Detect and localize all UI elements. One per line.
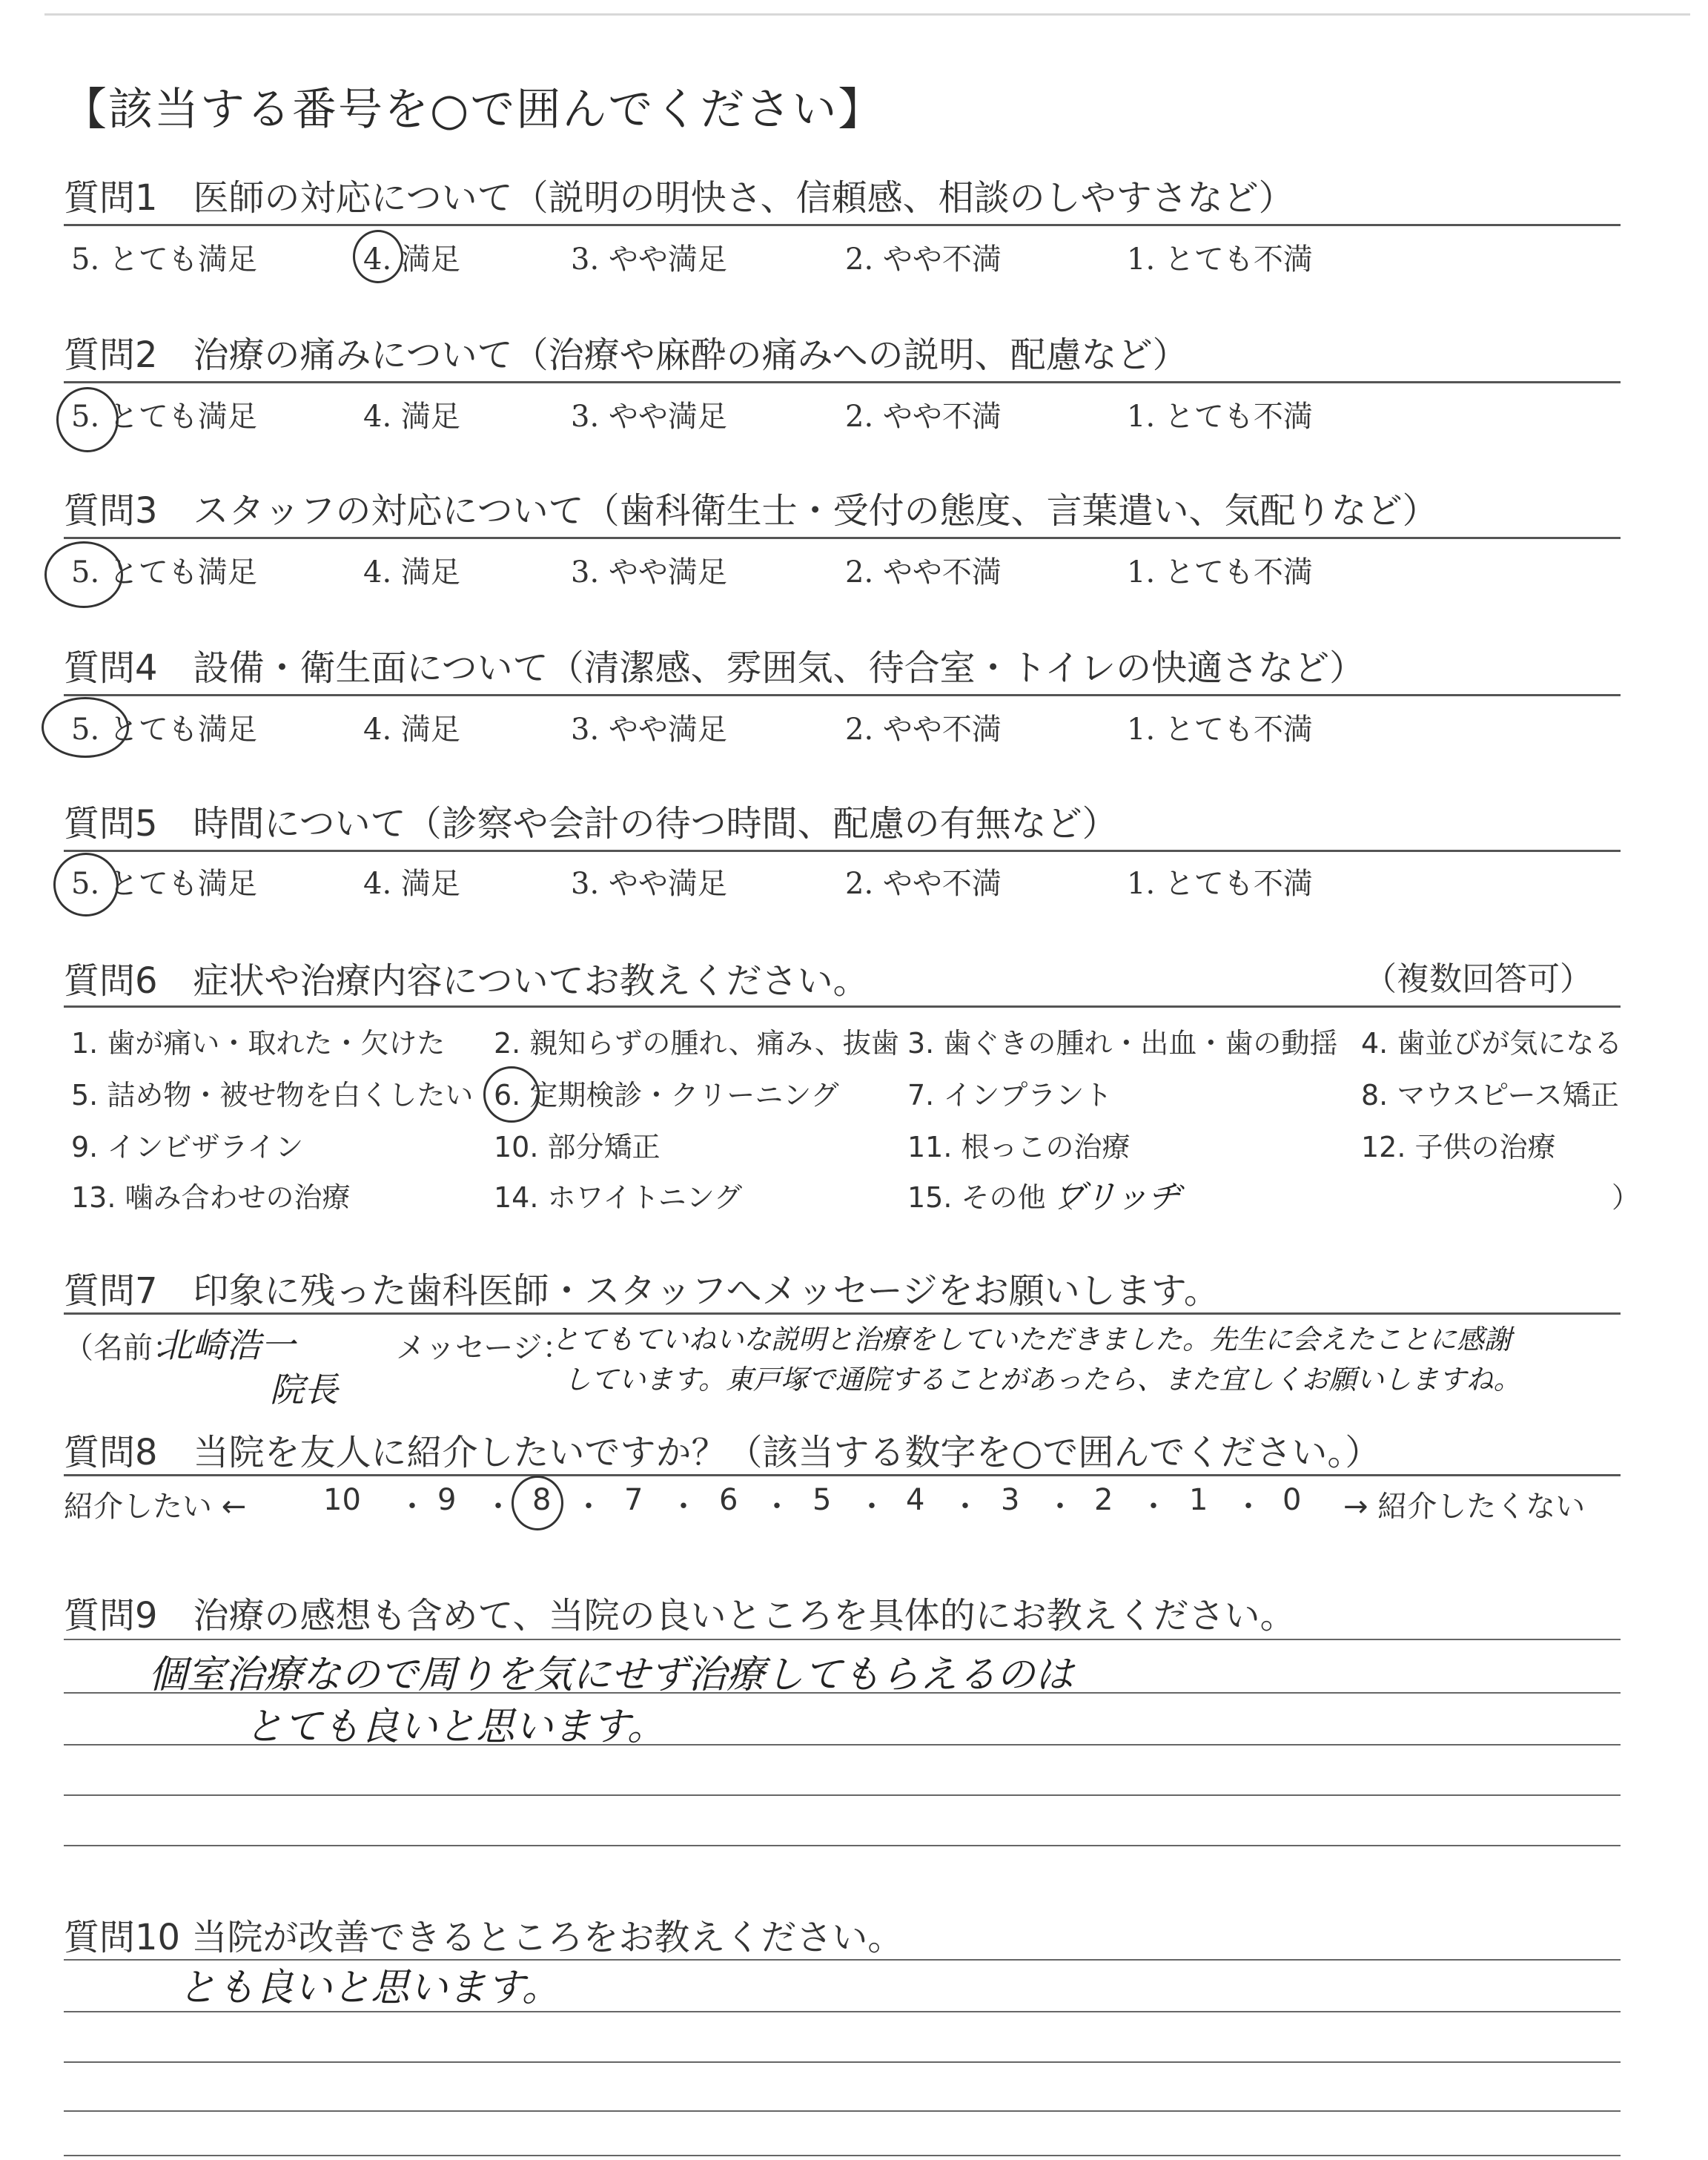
- q7-message-label: メッセージ：: [396, 1331, 572, 1365]
- q3-option-2[interactable]: 2. やや不満: [845, 555, 1002, 589]
- q7-message-line1: とてもていねいな説明と治療をしていただきました。先生に会えたことに感謝: [552, 1324, 1512, 1355]
- q4-title: 質問4 設備・衛生面について（清潔感、雰囲気、待合室・トイレの快適さなど）: [64, 647, 1366, 689]
- q2-option-4[interactable]: 4. 満足: [363, 400, 460, 434]
- q5-option-5[interactable]: 5. とても満足: [71, 867, 257, 901]
- q6-option-2[interactable]: 2. 親知らずの腫れ、痛み、抜歯: [494, 1027, 899, 1060]
- q1-option-2[interactable]: 2. やや不満: [845, 242, 1002, 277]
- q5-title: 質問5 時間について（診察や会計の待つ時間、配慮の有無など）: [64, 803, 1118, 845]
- q6-multi-answer-note: （複数回答可）: [1364, 960, 1592, 998]
- q5-selected-circle: [53, 853, 119, 916]
- q4-option-3[interactable]: 3. やや満足: [571, 713, 727, 747]
- q8-option-9[interactable]: 9: [437, 1483, 457, 1517]
- q8-rule: [64, 1474, 1621, 1476]
- q8-left-label: 紹介したい ←: [64, 1490, 247, 1524]
- q8-option-3[interactable]: 3: [1001, 1483, 1020, 1517]
- q2-option-1[interactable]: 1. とても不満: [1127, 400, 1313, 434]
- q8-dot: ・: [483, 1490, 513, 1524]
- q10-title: 質問10 当院が改善できるところをお教えください。: [64, 1917, 904, 1958]
- q10-line: [64, 2110, 1621, 2112]
- q7-message-line2: しています。東戸塚で通院することがあったら、また宜しくお願いしますね。: [563, 1364, 1521, 1396]
- q8-dot: ・: [397, 1490, 427, 1524]
- q6-other-close-paren: ）: [1612, 1181, 1641, 1214]
- q3-option-5[interactable]: 5. とても満足: [71, 555, 257, 589]
- q8-option-7[interactable]: 7: [624, 1483, 643, 1517]
- q6-option-10[interactable]: 10. 部分矯正: [494, 1131, 661, 1163]
- q6-option-5[interactable]: 5. 詰め物・被せ物を白くしたい: [71, 1079, 474, 1112]
- q8-dot: ・: [857, 1490, 887, 1524]
- q8-option-5[interactable]: 5: [812, 1483, 832, 1517]
- q2-option-3[interactable]: 3. やや満足: [571, 400, 727, 434]
- q6-selected-circle: [483, 1066, 540, 1123]
- q10-line: [64, 2155, 1621, 2156]
- q4-rule: [64, 694, 1621, 696]
- q3-option-3[interactable]: 3. やや満足: [571, 555, 727, 589]
- q8-dot: ・: [669, 1490, 698, 1524]
- q6-option-11[interactable]: 11. 根っこの治療: [907, 1131, 1131, 1163]
- q9-title: 質問9 治療の感想も含めて、当院の良いところを具体的にお教えください。: [64, 1595, 1296, 1636]
- q7-rule: [64, 1312, 1621, 1315]
- q9-line: [64, 1692, 1621, 1694]
- q6-title: 質問6 症状や治療内容についてお教えください。: [64, 960, 869, 1002]
- q9-line: [64, 1744, 1621, 1745]
- q4-option-1[interactable]: 1. とても不満: [1127, 713, 1313, 747]
- q6-option-3[interactable]: 3. 歯ぐきの腫れ・出血・歯の動揺: [907, 1027, 1338, 1060]
- q8-selected-circle: [512, 1476, 563, 1530]
- q6-option-6[interactable]: 6. 定期検診・クリーニング: [494, 1079, 839, 1112]
- q8-right-label: → 紹介したくない: [1343, 1490, 1586, 1524]
- q9-answer-line1: 個室治療なので周りを気にせず治療してもらえるのは: [148, 1653, 1074, 1697]
- q1-option-5[interactable]: 5. とても満足: [71, 242, 257, 277]
- q8-dot: ・: [574, 1490, 603, 1524]
- q4-selected-circle: [42, 697, 129, 758]
- q3-option-1[interactable]: 1. とても不満: [1127, 555, 1313, 589]
- q3-option-4[interactable]: 4. 満足: [363, 555, 460, 589]
- q5-rule: [64, 850, 1621, 852]
- q9-line: [64, 1794, 1621, 1796]
- q1-title: 質問1 医師の対応について（説明の明快さ、信頼感、相談のしやすさなど）: [64, 177, 1294, 219]
- q5-option-4[interactable]: 4. 満足: [363, 867, 460, 901]
- q6-option-1[interactable]: 1. 歯が痛い・取れた・欠けた: [71, 1027, 446, 1060]
- q9-line: [64, 1639, 1621, 1640]
- q6-option-4[interactable]: 4. 歯並びが気になる: [1361, 1027, 1623, 1060]
- q10-line: [64, 2061, 1621, 2063]
- q6-rule: [64, 1005, 1621, 1008]
- q9-line: [64, 1845, 1621, 1846]
- q6-option-9[interactable]: 9. インビザライン: [71, 1131, 304, 1163]
- q8-option-0[interactable]: 0: [1282, 1483, 1302, 1517]
- q2-title: 質問2 治療の痛みについて（治療や麻酔の痛みへの説明、配慮など）: [64, 334, 1188, 376]
- q2-selected-circle: [56, 387, 119, 452]
- q6-option-12[interactable]: 12. 子供の治療: [1361, 1131, 1556, 1163]
- q8-title: 質問8 当院を友人に紹介したいですか？（該当する数字を○で囲んでください。）: [64, 1432, 1381, 1473]
- q3-title: 質問3 スタッフの対応について（歯科衛生士・受付の態度、言葉遣い、気配りなど）: [64, 490, 1438, 532]
- q3-rule: [64, 537, 1621, 539]
- q6-option-7[interactable]: 7. インプラント: [907, 1079, 1113, 1112]
- q4-option-4[interactable]: 4. 満足: [363, 713, 460, 747]
- q6-option-14[interactable]: 14. ホワイトニング: [494, 1181, 743, 1214]
- q4-option-5[interactable]: 5. とても満足: [71, 713, 257, 747]
- q2-option-5[interactable]: 5. とても満足: [71, 400, 257, 434]
- q9-answer-line2: とても良いと思います。: [245, 1705, 666, 1749]
- q7-name-value: 北崎浩一: [159, 1325, 295, 1365]
- q8-option-1[interactable]: 1: [1189, 1483, 1208, 1517]
- q10-line: [64, 2011, 1621, 2012]
- q6-option-8[interactable]: 8. マウスピース矯正: [1361, 1079, 1619, 1112]
- form-instruction: 【該当する番号を○で囲んでください】: [62, 84, 884, 136]
- q5-option-3[interactable]: 3. やや満足: [571, 867, 727, 901]
- q1-option-3[interactable]: 3. やや満足: [571, 242, 727, 277]
- q8-dot: ・: [950, 1490, 980, 1524]
- q1-selected-circle: [353, 230, 403, 283]
- q1-option-4[interactable]: 4. 満足: [363, 242, 460, 277]
- q8-dot: ・: [1045, 1490, 1075, 1524]
- top-border: [44, 13, 1690, 16]
- q7-name-title: 院長: [270, 1370, 338, 1410]
- q8-option-8[interactable]: 8: [532, 1483, 552, 1517]
- q10-answer-line1: とも良いと思います。: [178, 1966, 560, 2010]
- q8-dot: ・: [1234, 1490, 1263, 1524]
- q8-dot: ・: [762, 1490, 792, 1524]
- q8-option-4[interactable]: 4: [906, 1483, 925, 1517]
- q8-option-2[interactable]: 2: [1094, 1483, 1113, 1517]
- q8-dot: ・: [1139, 1490, 1168, 1524]
- q3-selected-circle: [44, 541, 123, 608]
- q4-option-2[interactable]: 2. やや不満: [845, 713, 1002, 747]
- q6-option-15[interactable]: 15. その他（: [907, 1181, 1074, 1214]
- q8-option-6[interactable]: 6: [719, 1483, 738, 1517]
- q2-option-2[interactable]: 2. やや不満: [845, 400, 1002, 434]
- q6-option-13[interactable]: 13. 噛み合わせの治療: [71, 1181, 351, 1214]
- q7-title: 質問7 印象に残った歯科医師・スタッフへメッセージをお願いします。: [64, 1270, 1219, 1312]
- q5-option-2[interactable]: 2. やや不満: [845, 867, 1002, 901]
- q2-rule: [64, 381, 1621, 383]
- q1-rule: [64, 224, 1621, 226]
- q6-other-handwritten: ブリッヂ: [1053, 1178, 1181, 1216]
- q5-option-1[interactable]: 1. とても不満: [1127, 867, 1313, 901]
- q1-option-1[interactable]: 1. とても不満: [1127, 242, 1313, 277]
- q7-name-label: （名前：: [64, 1331, 182, 1365]
- q8-option-10[interactable]: 10: [323, 1483, 361, 1517]
